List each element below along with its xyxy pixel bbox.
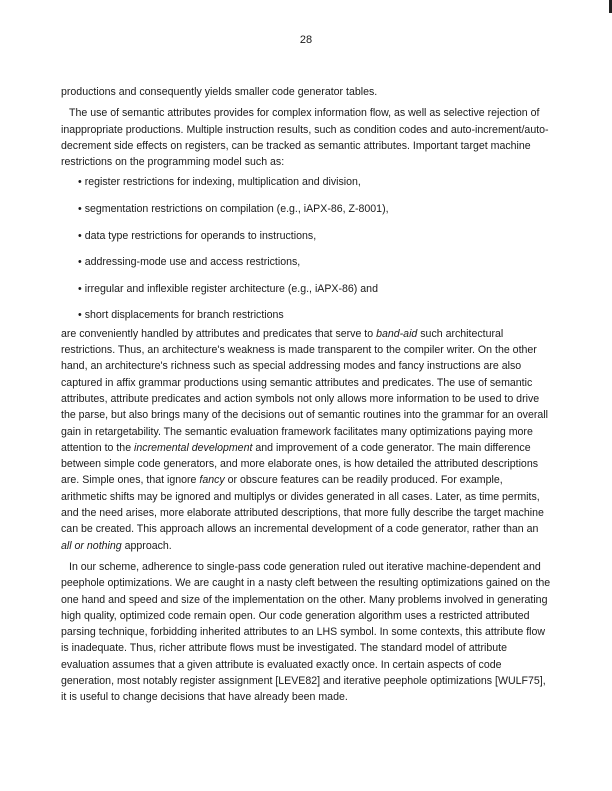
bullet-icon: •	[78, 282, 82, 295]
page-body	[61, 84, 551, 706]
list-item: • irregular and inflexible register architecture (e.g., iAPX-86) and	[78, 282, 378, 295]
list-item: • segmentation restrictions on compilation (e.g., iAPX-86, Z-8001),	[78, 203, 389, 216]
continuation-paragraph: productions and consequently yields smaller code generator tables.	[61, 86, 378, 98]
restrictions-list	[61, 174, 551, 323]
emphasis: fancy	[199, 474, 225, 487]
bullet-icon: •	[78, 256, 82, 269]
list-item: • addressing-mode use and access restrictions,	[78, 256, 301, 269]
paragraph-architecture: are conveniently handled by attributes and predicates that serve to band-aid such architectural restrictions. Thus, an architecture's weakness is made transparent to the compiler writer. On the other hand, an architecture's richness such as special addressing modes and fancy instructions are also captured in affix grammar productions using semantic attributes and predicates. The use of semantic attributes, attribute predicates and action symbols not only allows more information to be used to drive the parse, but also brings many of the decisions out of semantic routines into the grammar for an overall gain in retargetability. The semantic evaluation framework facilitates many optimizations paying more attention to the incremental development and improvement of a code generator. The main difference between simple code generators, and more elaborate ones, is how detailed the attributed descriptions are. Simple ones, that ignore fancy or obscure features can be readily produced. For example, arithmetic shifts may be ignored and multiplys or divides generated in all cases. Later, as time permits, and the need arises, more elaborate attributed descriptions, that more fully describe the target machine can be created. This approach allows an incremental development of a code generator, rather than an all or nothing approach.	[61, 327, 548, 552]
emphasis: incremental development	[134, 441, 253, 454]
list-item: • short displacements for branch restrictions	[78, 309, 284, 322]
bullet-icon: •	[78, 176, 82, 189]
emphasis: all or nothing	[61, 539, 122, 552]
page-number: 28	[299, 34, 313, 46]
paragraph-single-pass: In our scheme, adherence to single-pass code generation ruled out iterative machine-dependent and peephole optimizations. We are caught in a nasty cleft between the resulting optimizations gained on the one hand and speed and size of the implementation on the other. Many problems involved in generating high quality, optimized code remain open. Our code generation algorithm uses a restricted attributed parsing technique, forbidding inherited attributes to an LHS symbol. In some contexts, this attribute flow is inadequate. Thus, richer attribute flows must be investigated. The standard model of attribute evaluation assumes that a given attribute is evaluated exactly once. In certain aspects of code generation, most notably register assignment [LEVE82] and iterative peephole optimizations [WULF75], it is useful to change decisions that have already been made.	[61, 560, 551, 704]
list-item: • data type restrictions for operands to instructions,	[78, 229, 317, 242]
bullet-icon: •	[78, 203, 82, 216]
list-item: • register restrictions for indexing, multiplication and division,	[78, 176, 361, 189]
bullet-icon: •	[78, 229, 82, 242]
emphasis: band-aid	[376, 327, 418, 340]
paragraph-semantic-attributes: The use of semantic attributes provides for complex information flow, as well as selective rejection of inappropriate productions. Multiple instruction results, such as condition codes and auto-increment/auto-decrement side effects on registers, can be tracked as semantic attributes. Important target machine restrictions on the programming model such as:	[61, 107, 549, 169]
bullet-icon: •	[78, 309, 82, 322]
